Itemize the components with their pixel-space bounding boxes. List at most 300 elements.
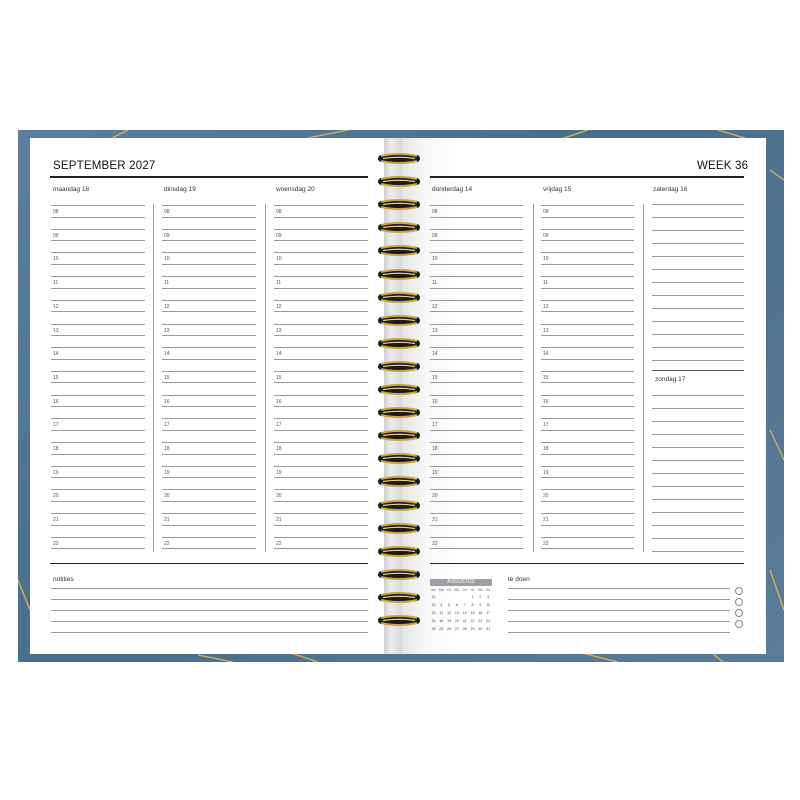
entry-line[interactable] [51, 466, 145, 467]
entry-line[interactable] [51, 324, 145, 325]
hour-label: 09 [164, 232, 170, 239]
entry-line[interactable] [274, 311, 368, 312]
todo-label: te doen [508, 576, 530, 583]
weekend-line[interactable] [652, 499, 744, 500]
mini-calendar-day: 25 [439, 627, 444, 631]
entry-line[interactable] [541, 442, 634, 443]
todo-line[interactable] [508, 599, 730, 600]
weekend-line[interactable] [652, 421, 744, 422]
hour-label: 22 [432, 540, 438, 547]
weekend-line[interactable] [652, 308, 744, 309]
entry-line[interactable] [274, 477, 368, 478]
mini-calendar-day: 24 [486, 619, 491, 623]
entry-line[interactable] [274, 288, 368, 289]
weekend-line[interactable] [652, 525, 744, 526]
mini-calendar-day: 13 [454, 611, 459, 615]
entry-line[interactable] [541, 300, 634, 301]
entry-line[interactable] [430, 477, 523, 478]
entry-line[interactable] [51, 442, 145, 443]
hour-label: 20 [276, 493, 282, 500]
entry-line[interactable] [51, 477, 145, 478]
entry-line[interactable] [541, 537, 634, 538]
entry-line[interactable] [274, 264, 368, 265]
weekend-line[interactable] [652, 204, 744, 205]
binding-ring [377, 220, 421, 231]
entry-line[interactable] [162, 240, 256, 241]
binding-ring [377, 590, 421, 601]
mini-calendar-day: 29 [470, 627, 475, 631]
entry-line[interactable] [430, 205, 523, 206]
entry-line[interactable] [274, 513, 368, 514]
hour-label: 17 [543, 422, 549, 429]
bottom-rule-right [430, 563, 744, 564]
entry-line[interactable] [274, 217, 368, 218]
entry-line[interactable] [430, 513, 523, 514]
entry-line[interactable] [51, 418, 145, 419]
entry-line[interactable] [274, 335, 368, 336]
entry-line[interactable] [541, 513, 634, 514]
entry-line[interactable] [51, 311, 145, 312]
mini-calendar-day: 21 [462, 619, 467, 623]
entry-line[interactable] [274, 371, 368, 372]
entry-line[interactable] [430, 240, 523, 241]
entry-line[interactable] [162, 252, 256, 253]
binding-ring [377, 151, 421, 162]
entry-line[interactable] [274, 240, 368, 241]
weekend-line[interactable] [652, 243, 744, 244]
hour-label: 10 [53, 256, 59, 263]
weekend-line[interactable] [652, 256, 744, 257]
notes-line[interactable] [51, 621, 368, 622]
mini-calendar-week-number: 34 [431, 619, 436, 623]
entry-line[interactable] [162, 489, 256, 490]
binding-ring [377, 174, 421, 185]
entry-line[interactable] [274, 324, 368, 325]
entry-line[interactable] [51, 406, 145, 407]
hour-label: 22 [543, 540, 549, 547]
entry-line[interactable] [274, 548, 368, 549]
entry-line[interactable] [274, 205, 368, 206]
header-rule-right [430, 176, 744, 178]
entry-line[interactable] [274, 229, 368, 230]
entry-line[interactable] [51, 430, 145, 431]
entry-line[interactable] [541, 371, 634, 372]
todo-checkbox[interactable] [735, 620, 743, 628]
entry-line[interactable] [430, 311, 523, 312]
weekend-line[interactable] [652, 460, 744, 461]
entry-line[interactable] [541, 430, 634, 431]
binding-ring [377, 290, 421, 301]
entry-line[interactable] [51, 489, 145, 490]
entry-line[interactable] [430, 406, 523, 407]
entry-line[interactable] [541, 240, 634, 241]
weekend-line[interactable] [652, 334, 744, 335]
entry-line[interactable] [541, 288, 634, 289]
entry-line[interactable] [162, 205, 256, 206]
weekend-line[interactable] [652, 321, 744, 322]
hour-label: 13 [432, 327, 438, 334]
entry-line[interactable] [274, 252, 368, 253]
entry-line[interactable] [274, 418, 368, 419]
entry-line[interactable] [274, 525, 368, 526]
hour-label: 21 [164, 517, 170, 524]
weekend-line[interactable] [652, 447, 744, 448]
hour-label: 19 [164, 469, 170, 476]
todo-line[interactable] [508, 588, 730, 589]
entry-line[interactable] [430, 347, 523, 348]
hour-label: 10 [432, 256, 438, 263]
entry-line[interactable] [162, 324, 256, 325]
entry-line[interactable] [430, 371, 523, 372]
entry-line[interactable] [162, 217, 256, 218]
entry-line[interactable] [430, 525, 523, 526]
hour-label: 20 [432, 493, 438, 500]
entry-line[interactable] [162, 406, 256, 407]
entry-line[interactable] [274, 454, 368, 455]
entry-line[interactable] [51, 371, 145, 372]
entry-line[interactable] [162, 525, 256, 526]
mini-calendar-day: 5 [448, 603, 451, 607]
column-divider [265, 204, 266, 552]
hour-label: 17 [164, 422, 170, 429]
mini-calendar-week-number: 33 [431, 611, 436, 615]
entry-line[interactable] [430, 442, 523, 443]
weekend-line[interactable] [652, 538, 744, 539]
hour-label: 16 [276, 398, 282, 405]
todo-line[interactable] [508, 632, 730, 633]
hour-label: 22 [164, 540, 170, 547]
entry-line[interactable] [274, 489, 368, 490]
column-divider [533, 204, 534, 552]
binding-ring [377, 197, 421, 208]
entry-line[interactable] [162, 359, 256, 360]
hour-label: 14 [53, 351, 59, 358]
weekend-line[interactable] [652, 395, 744, 396]
entry-line[interactable] [430, 288, 523, 289]
mini-calendar-day: 12 [447, 611, 452, 615]
hour-label: 17 [53, 422, 59, 429]
entry-line[interactable] [430, 335, 523, 336]
entry-line[interactable] [162, 335, 256, 336]
mini-calendar-day: 26 [447, 627, 452, 631]
binding-ring [377, 428, 421, 439]
weekend-line[interactable] [652, 282, 744, 283]
entry-line[interactable] [51, 548, 145, 549]
entry-line[interactable] [162, 288, 256, 289]
entry-line[interactable] [162, 537, 256, 538]
mini-calendar-day: 14 [462, 611, 467, 615]
entry-line[interactable] [51, 252, 145, 253]
entry-line[interactable] [430, 466, 523, 467]
hour-label: 12 [276, 303, 282, 310]
entry-line[interactable] [430, 276, 523, 277]
entry-line[interactable] [541, 229, 634, 230]
entry-line[interactable] [162, 501, 256, 502]
entry-line[interactable] [274, 406, 368, 407]
hour-label: 15 [164, 374, 170, 381]
notes-rule [50, 563, 368, 564]
weekend-line[interactable] [652, 473, 744, 474]
entry-line[interactable] [541, 359, 634, 360]
weekend-line[interactable] [652, 295, 744, 296]
entry-line[interactable] [541, 205, 634, 206]
entry-line[interactable] [274, 300, 368, 301]
todo-line[interactable] [508, 610, 730, 611]
entry-line[interactable] [51, 347, 145, 348]
entry-line[interactable] [541, 418, 634, 419]
entry-line[interactable] [541, 406, 634, 407]
todo-line[interactable] [508, 621, 730, 622]
hour-label: 11 [53, 280, 59, 287]
entry-line[interactable] [51, 359, 145, 360]
entry-line[interactable] [51, 217, 145, 218]
hour-label: 12 [543, 303, 549, 310]
entry-line[interactable] [51, 525, 145, 526]
entry-line[interactable] [51, 513, 145, 514]
entry-line[interactable] [51, 382, 145, 383]
hour-label: 21 [53, 517, 59, 524]
mini-calendar-day: 4 [440, 603, 443, 607]
todo-checkbox[interactable] [735, 587, 743, 595]
entry-line[interactable] [274, 430, 368, 431]
binding-ring [377, 521, 421, 532]
entry-line[interactable] [430, 430, 523, 431]
entry-line[interactable] [162, 466, 256, 467]
entry-line[interactable] [430, 217, 523, 218]
entry-line[interactable] [541, 477, 634, 478]
todo-checkbox[interactable] [735, 609, 743, 617]
hour-label: 19 [543, 469, 549, 476]
weekend-divider [652, 370, 744, 371]
entry-line[interactable] [51, 501, 145, 502]
binding-ring [377, 313, 421, 324]
weekend-line[interactable] [652, 551, 744, 552]
entry-line[interactable] [162, 229, 256, 230]
weekend-line[interactable] [652, 347, 744, 348]
entry-line[interactable] [51, 537, 145, 538]
mini-calendar-day: 18 [439, 619, 444, 623]
month-title: SEPTEMBER 2027 [53, 160, 156, 172]
entry-line[interactable] [430, 324, 523, 325]
mini-calendar-day: 31 [486, 627, 491, 631]
entry-line[interactable] [51, 264, 145, 265]
entry-line[interactable] [162, 418, 256, 419]
weekend-line[interactable] [652, 269, 744, 270]
entry-line[interactable] [274, 382, 368, 383]
entry-line[interactable] [162, 276, 256, 277]
hour-label: 15 [543, 374, 549, 381]
day-label-tuesday: dinsdag 19 [164, 186, 196, 193]
notes-line[interactable] [51, 599, 368, 600]
entry-line[interactable] [162, 395, 256, 396]
binding-ring [377, 382, 421, 393]
entry-line[interactable] [162, 477, 256, 478]
entry-line[interactable] [430, 395, 523, 396]
mini-calendar-week-number: 31 [431, 595, 436, 599]
entry-line[interactable] [541, 217, 634, 218]
notes-label: notities [53, 576, 74, 583]
mini-calendar-day: 28 [462, 627, 467, 631]
entry-line[interactable] [274, 501, 368, 502]
entry-line[interactable] [541, 324, 634, 325]
weekend-line[interactable] [652, 434, 744, 435]
weekend-line[interactable] [652, 217, 744, 218]
entry-line[interactable] [541, 395, 634, 396]
entry-line[interactable] [430, 382, 523, 383]
entry-line[interactable] [430, 548, 523, 549]
mini-calendar-day: 30 [478, 627, 483, 631]
right-page [402, 138, 766, 654]
binding-ring [377, 451, 421, 462]
hour-label: 10 [164, 256, 170, 263]
entry-line[interactable] [274, 537, 368, 538]
hour-label: 22 [53, 540, 59, 547]
entry-line[interactable] [541, 489, 634, 490]
mini-calendar-weekday: Za [478, 588, 483, 592]
entry-line[interactable] [274, 442, 368, 443]
mini-calendar-day: 10 [486, 603, 491, 607]
hour-label: 21 [543, 517, 549, 524]
hour-label: 17 [276, 422, 282, 429]
entry-line[interactable] [541, 335, 634, 336]
entry-line[interactable] [162, 548, 256, 549]
binding-ring [377, 567, 421, 578]
mini-calendar-day: 7 [463, 603, 466, 607]
notes-line[interactable] [51, 588, 368, 589]
entry-line[interactable] [51, 300, 145, 301]
hour-label: 16 [53, 398, 59, 405]
entry-line[interactable] [162, 347, 256, 348]
mini-calendar-day: 9 [479, 603, 482, 607]
day-label-sunday: zondag 17 [655, 376, 686, 383]
entry-line[interactable] [51, 454, 145, 455]
entry-line[interactable] [430, 537, 523, 538]
notes-line[interactable] [51, 632, 368, 633]
todo-checkbox[interactable] [735, 598, 743, 606]
entry-line[interactable] [541, 264, 634, 265]
binding-ring [377, 336, 421, 347]
hour-label: 19 [53, 469, 59, 476]
mini-calendar-weekday: Wo [454, 588, 460, 592]
hour-label: 10 [276, 256, 282, 263]
mini-calendar-weekday: Do [462, 588, 467, 592]
mini-calendar-week-number: 35 [431, 627, 436, 631]
hour-label: 12 [53, 303, 59, 310]
hour-label: 16 [432, 398, 438, 405]
hour-label: 09 [276, 232, 282, 239]
entry-line[interactable] [430, 489, 523, 490]
entry-line[interactable] [541, 466, 634, 467]
entry-line[interactable] [430, 359, 523, 360]
hour-label: 14 [432, 351, 438, 358]
weekend-line[interactable] [652, 512, 744, 513]
entry-line[interactable] [430, 229, 523, 230]
entry-line[interactable] [51, 205, 145, 206]
entry-line[interactable] [51, 335, 145, 336]
entry-line[interactable] [162, 382, 256, 383]
entry-line[interactable] [162, 442, 256, 443]
hour-label: 19 [432, 469, 438, 476]
mini-calendar-day: 15 [470, 611, 475, 615]
mini-calendar-day: 16 [478, 611, 483, 615]
hour-label: 21 [276, 517, 282, 524]
entry-line[interactable] [541, 276, 634, 277]
entry-line[interactable] [162, 513, 256, 514]
hour-label: 15 [276, 374, 282, 381]
weekend-line[interactable] [652, 486, 744, 487]
entry-line[interactable] [162, 430, 256, 431]
entry-line[interactable] [541, 311, 634, 312]
binding-ring [377, 243, 421, 254]
day-label-wednesday: woensdag 20 [276, 186, 315, 193]
entry-line[interactable] [430, 418, 523, 419]
binding-ring [377, 474, 421, 485]
hour-label: 11 [164, 280, 170, 287]
entry-line[interactable] [430, 264, 523, 265]
mini-calendar-day: 23 [478, 619, 483, 623]
notes-line[interactable] [51, 610, 368, 611]
mini-calendar-weekday: Vr [470, 588, 475, 592]
entry-line[interactable] [51, 276, 145, 277]
mini-calendar-day: 22 [470, 619, 475, 623]
entry-line[interactable] [541, 548, 634, 549]
entry-line[interactable] [274, 276, 368, 277]
entry-line[interactable] [274, 466, 368, 467]
entry-line[interactable] [274, 395, 368, 396]
hour-label: 13 [164, 327, 170, 334]
entry-line[interactable] [51, 395, 145, 396]
entry-line[interactable] [430, 300, 523, 301]
hour-label: 16 [543, 398, 549, 405]
entry-line[interactable] [162, 311, 256, 312]
entry-line[interactable] [541, 252, 634, 253]
entry-line[interactable] [541, 525, 634, 526]
entry-line[interactable] [162, 454, 256, 455]
entry-line[interactable] [541, 501, 634, 502]
entry-line[interactable] [162, 371, 256, 372]
entry-line[interactable] [541, 454, 634, 455]
entry-line[interactable] [51, 229, 145, 230]
hour-label: 11 [543, 280, 549, 287]
week-label: WEEK 36 [697, 160, 749, 172]
entry-line[interactable] [51, 240, 145, 241]
mini-calendar-day: 6 [455, 603, 458, 607]
hour-label: 08 [164, 209, 170, 215]
weekend-line[interactable] [652, 408, 744, 409]
weekend-line[interactable] [652, 360, 744, 361]
entry-line[interactable] [430, 501, 523, 502]
hour-label: 08 [276, 209, 282, 215]
entry-line[interactable] [541, 382, 634, 383]
entry-line[interactable] [541, 347, 634, 348]
entry-line[interactable] [274, 347, 368, 348]
entry-line[interactable] [51, 288, 145, 289]
mini-calendar-day: 11 [439, 611, 444, 615]
hour-label: 09 [432, 232, 438, 239]
entry-line[interactable] [162, 300, 256, 301]
entry-line[interactable] [430, 252, 523, 253]
mini-calendar-weekday: Ma [438, 588, 444, 592]
entry-line[interactable] [162, 264, 256, 265]
weekend-line[interactable] [652, 230, 744, 231]
entry-line[interactable] [430, 454, 523, 455]
column-divider [643, 204, 644, 552]
mini-calendar-weekday: wk [431, 588, 436, 592]
hour-label: 14 [164, 351, 170, 358]
day-label-friday: vrijdag 15 [543, 186, 572, 193]
hour-label: 16 [164, 398, 170, 405]
entry-line[interactable] [274, 359, 368, 360]
